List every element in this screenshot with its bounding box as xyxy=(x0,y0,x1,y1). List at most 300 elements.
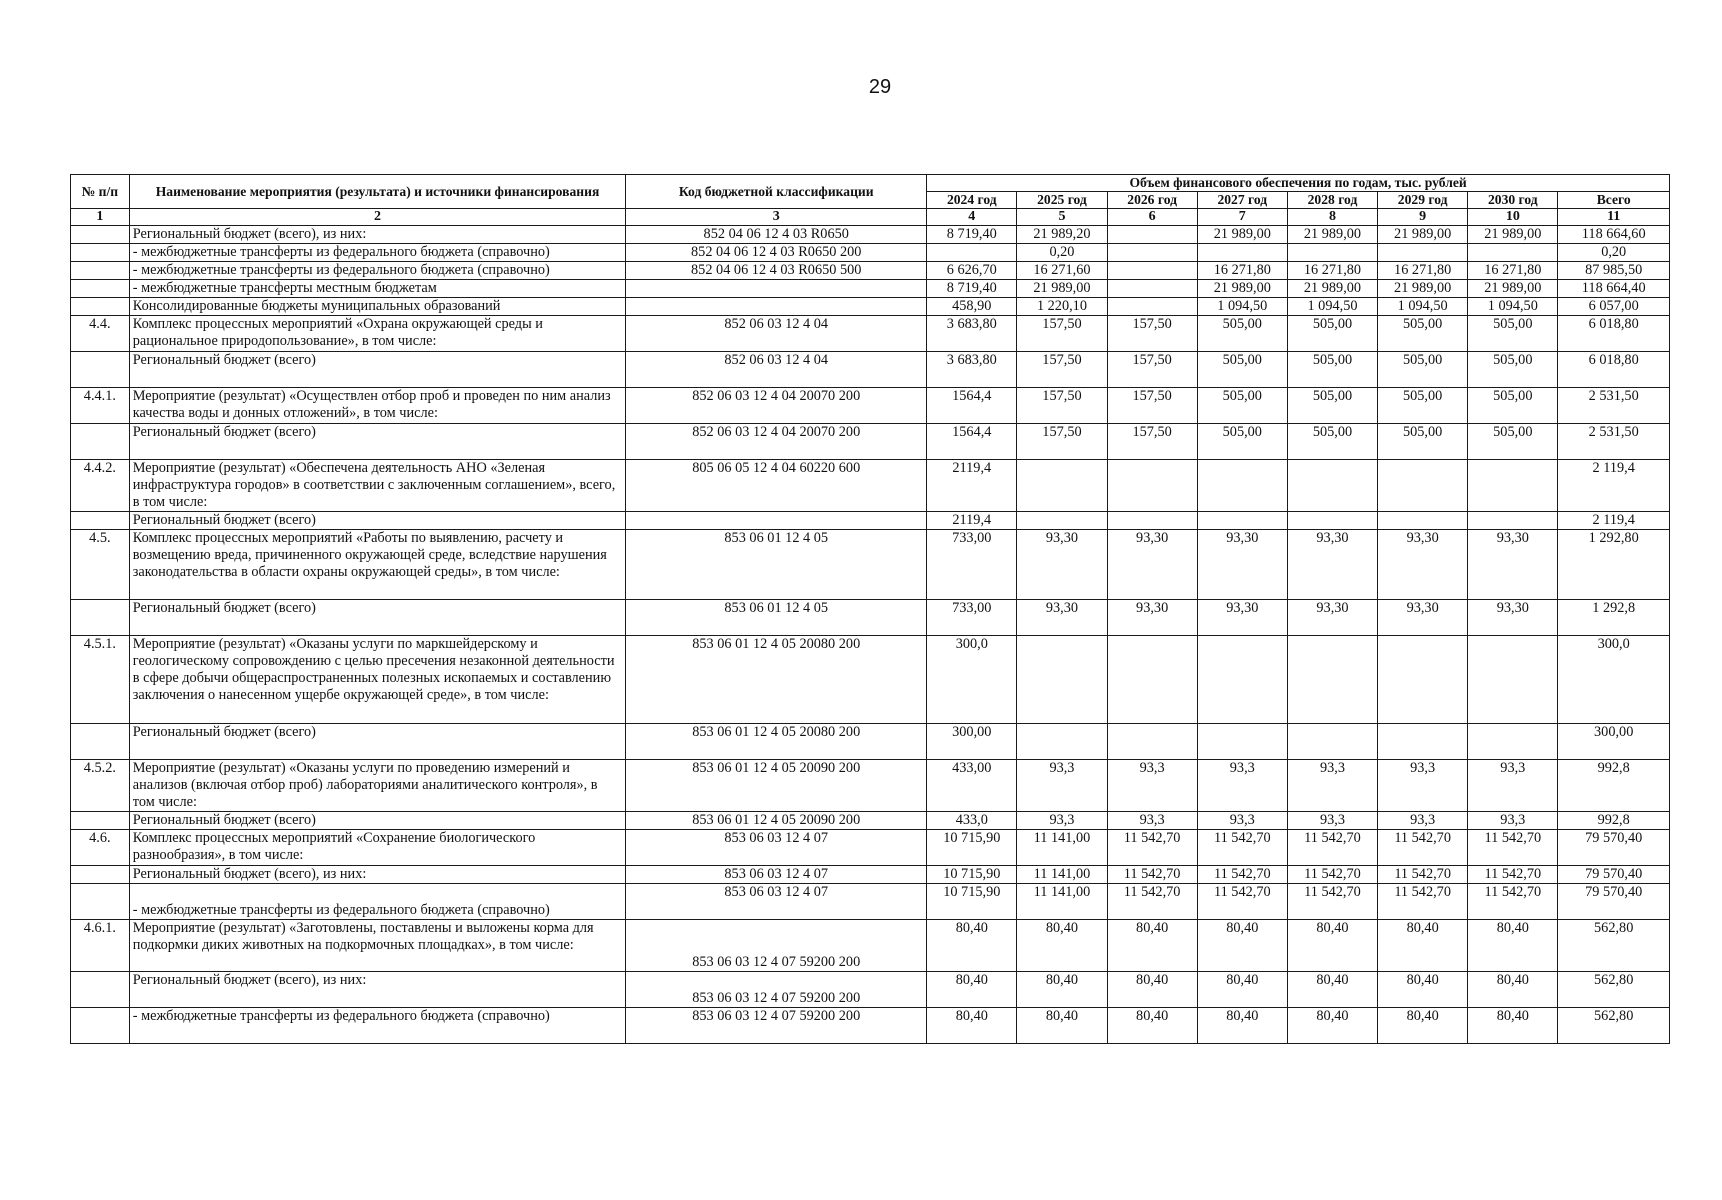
value-year: 93,30 xyxy=(1017,530,1107,600)
row-name: Региональный бюджет (всего), из них: xyxy=(129,866,626,884)
table-row xyxy=(71,920,1670,972)
value-year: 11 542,70 xyxy=(1468,830,1558,866)
value-year: 505,00 xyxy=(1287,388,1377,424)
col-index: 1 xyxy=(71,209,130,226)
value-year: 21 989,00 xyxy=(1378,280,1468,298)
value-year: 11 542,70 xyxy=(1107,866,1197,884)
row-number: 4.4.2. xyxy=(71,460,130,512)
value-year: 93,3 xyxy=(1378,812,1468,830)
value-year xyxy=(1017,460,1107,512)
value-year: 16 271,80 xyxy=(1287,262,1377,280)
value-total: 300,0 xyxy=(1558,636,1670,724)
value-year: 8 719,40 xyxy=(927,280,1017,298)
value-year: 11 542,70 xyxy=(1378,830,1468,866)
value-year: 157,50 xyxy=(1107,316,1197,352)
value-year: 80,40 xyxy=(1378,1008,1468,1044)
value-year: 93,3 xyxy=(1017,760,1107,812)
budget-code: 853 06 03 12 4 07 59200 200 xyxy=(626,920,927,972)
budget-code: 852 06 03 12 4 04 20070 200 xyxy=(626,388,927,424)
value-year: 93,30 xyxy=(1107,530,1197,600)
value-year: 16 271,80 xyxy=(1197,262,1287,280)
value-year: 458,90 xyxy=(927,298,1017,316)
value-year: 505,00 xyxy=(1468,352,1558,388)
value-year: 93,3 xyxy=(1197,760,1287,812)
row-number xyxy=(71,244,130,262)
value-year xyxy=(1197,724,1287,760)
value-year: 1 094,50 xyxy=(1287,298,1377,316)
value-year: 93,3 xyxy=(1468,760,1558,812)
budget-code: 853 06 01 12 4 05 20090 200 xyxy=(626,760,927,812)
row-name: Региональный бюджет (всего) xyxy=(129,600,626,636)
row-name: Региональный бюджет (всего) xyxy=(129,352,626,388)
value-year: 10 715,90 xyxy=(927,830,1017,866)
value-total: 79 570,40 xyxy=(1558,884,1670,920)
row-number xyxy=(71,226,130,244)
value-year: 505,00 xyxy=(1197,424,1287,460)
value-year xyxy=(1287,244,1377,262)
value-year: 11 542,70 xyxy=(1107,830,1197,866)
budget-code: 853 06 01 12 4 05 20080 200 xyxy=(626,636,927,724)
row-number xyxy=(71,724,130,760)
value-year: 21 989,00 xyxy=(1378,226,1468,244)
value-year xyxy=(1378,636,1468,724)
value-year: 93,30 xyxy=(1017,600,1107,636)
table-row xyxy=(71,280,1670,298)
header-name: Наименование мероприятия (результата) и источники финансирования xyxy=(129,175,626,209)
value-year xyxy=(1017,724,1107,760)
row-number xyxy=(71,352,130,388)
value-year: 1 094,50 xyxy=(1378,298,1468,316)
value-total: 1 292,8 xyxy=(1558,600,1670,636)
value-year: 505,00 xyxy=(1468,424,1558,460)
value-year: 157,50 xyxy=(1017,424,1107,460)
row-number xyxy=(71,866,130,884)
value-year: 93,30 xyxy=(1287,530,1377,600)
value-year: 80,40 xyxy=(1107,1008,1197,1044)
value-year xyxy=(1107,298,1197,316)
row-name: Мероприятие (результат) «Оказаны услуги по маркшейдерскому и геологическому сопровождению с целью пресечения незаконной деятельности в сфере добычи общераспространенных полезных ископаемых и составлению заключения о нанесенном ущербе окружающей среде», в том числе: xyxy=(129,636,626,724)
value-year: 11 542,70 xyxy=(1107,884,1197,920)
value-year xyxy=(927,244,1017,262)
value-year xyxy=(1197,460,1287,512)
col-index: 3 xyxy=(626,209,927,226)
row-number: 4.6.1. xyxy=(71,920,130,972)
value-year: 505,00 xyxy=(1197,352,1287,388)
row-name: - межбюджетные трансферты из федерального бюджета (справочно) xyxy=(129,1008,626,1044)
value-year: 93,3 xyxy=(1287,760,1377,812)
value-year: 3 683,80 xyxy=(927,316,1017,352)
header-volume: Объем финансового обеспечения по годам, тыс. рублей xyxy=(927,175,1670,192)
col-index: 8 xyxy=(1287,209,1377,226)
row-name: Комплекс процессных мероприятий «Сохранение биологического разнообразия», в том числе: xyxy=(129,830,626,866)
value-year: 505,00 xyxy=(1378,424,1468,460)
value-year: 80,40 xyxy=(1287,972,1377,1008)
table-row xyxy=(71,866,1670,884)
value-year: 6 626,70 xyxy=(927,262,1017,280)
value-year: 93,30 xyxy=(1468,600,1558,636)
value-total: 79 570,40 xyxy=(1558,866,1670,884)
value-year: 11 141,00 xyxy=(1017,866,1107,884)
value-year: 11 542,70 xyxy=(1197,884,1287,920)
value-year xyxy=(1107,636,1197,724)
value-year xyxy=(1378,724,1468,760)
value-year: 80,40 xyxy=(1468,920,1558,972)
value-year: 80,40 xyxy=(927,972,1017,1008)
value-year: 93,3 xyxy=(1378,760,1468,812)
budget-code: 853 06 03 12 4 07 xyxy=(626,830,927,866)
value-year: 93,30 xyxy=(1378,530,1468,600)
row-number: 4.5.1. xyxy=(71,636,130,724)
row-name: Мероприятие (результат) «Осуществлен отбор проб и проведен по ним анализ качества воды и донных отложений», в том числе: xyxy=(129,388,626,424)
header-total: Всего xyxy=(1558,192,1670,209)
value-year: 80,40 xyxy=(1468,1008,1558,1044)
row-number xyxy=(71,424,130,460)
col-index: 2 xyxy=(129,209,626,226)
value-year: 157,50 xyxy=(1017,388,1107,424)
budget-code: 853 06 03 12 4 07 59200 200 xyxy=(626,972,927,1008)
value-year: 93,3 xyxy=(1107,812,1197,830)
value-year xyxy=(1378,244,1468,262)
row-name: - межбюджетные трансферты местным бюджетам xyxy=(129,280,626,298)
table-row xyxy=(71,352,1670,388)
value-year xyxy=(1287,512,1377,530)
table-row xyxy=(71,262,1670,280)
row-name: Мероприятие (результат) «Заготовлены, поставлены и выложены корма для подкормки диких животных на подкормочных площадках», в том числе: xyxy=(129,920,626,972)
row-name: Региональный бюджет (всего) xyxy=(129,424,626,460)
value-year: 80,40 xyxy=(927,920,1017,972)
value-year: 21 989,00 xyxy=(1197,280,1287,298)
table-row xyxy=(71,388,1670,424)
value-year: 505,00 xyxy=(1468,316,1558,352)
budget-code xyxy=(626,298,927,316)
value-year: 11 542,70 xyxy=(1378,866,1468,884)
col-index: 10 xyxy=(1468,209,1558,226)
value-total: 300,00 xyxy=(1558,724,1670,760)
value-year: 505,00 xyxy=(1468,388,1558,424)
value-year: 433,0 xyxy=(927,812,1017,830)
row-name: Региональный бюджет (всего) xyxy=(129,512,626,530)
value-year: 300,00 xyxy=(927,724,1017,760)
value-year xyxy=(1107,512,1197,530)
col-index: 7 xyxy=(1197,209,1287,226)
value-year xyxy=(1107,244,1197,262)
value-year: 93,30 xyxy=(1107,600,1197,636)
budget-code: 852 06 03 12 4 04 xyxy=(626,316,927,352)
budget-code: 853 06 03 12 4 07 xyxy=(626,866,927,884)
value-total: 0,20 xyxy=(1558,244,1670,262)
value-year: 11 542,70 xyxy=(1378,884,1468,920)
value-year: 1564,4 xyxy=(927,424,1017,460)
table-row xyxy=(71,244,1670,262)
row-name: Комплекс процессных мероприятий «Охрана окружающей среды и рациональное природопользование», в том числе: xyxy=(129,316,626,352)
row-name: Региональный бюджет (всего) xyxy=(129,812,626,830)
value-total: 6 018,80 xyxy=(1558,316,1670,352)
budget-code: 852 06 03 12 4 04 20070 200 xyxy=(626,424,927,460)
page-number: 29 xyxy=(868,76,892,98)
value-year: 93,30 xyxy=(1197,600,1287,636)
budget-code: 852 04 06 12 4 03 R0650 xyxy=(626,226,927,244)
table-row xyxy=(71,424,1670,460)
value-year xyxy=(1107,262,1197,280)
value-year xyxy=(1017,512,1107,530)
value-year: 80,40 xyxy=(1017,1008,1107,1044)
value-year xyxy=(1107,280,1197,298)
value-year: 21 989,00 xyxy=(1197,226,1287,244)
value-year: 10 715,90 xyxy=(927,884,1017,920)
value-total: 2 531,50 xyxy=(1558,424,1670,460)
budget-code: 853 06 01 12 4 05 xyxy=(626,530,927,600)
table-row xyxy=(71,460,1670,512)
value-year: 93,3 xyxy=(1107,760,1197,812)
value-year xyxy=(1468,724,1558,760)
value-year xyxy=(1468,460,1558,512)
col-index: 11 xyxy=(1558,209,1670,226)
value-year: 80,40 xyxy=(1287,920,1377,972)
row-name: Региональный бюджет (всего), из них: xyxy=(129,972,626,1008)
value-year: 11 542,70 xyxy=(1197,866,1287,884)
value-total: 562,80 xyxy=(1558,972,1670,1008)
row-number: 4.6. xyxy=(71,830,130,866)
value-year: 80,40 xyxy=(1378,972,1468,1008)
value-year: 80,40 xyxy=(1017,920,1107,972)
value-year: 0,20 xyxy=(1017,244,1107,262)
value-year: 11 542,70 xyxy=(1287,866,1377,884)
row-number: 4.5.2. xyxy=(71,760,130,812)
row-number xyxy=(71,280,130,298)
value-year: 80,40 xyxy=(1197,972,1287,1008)
value-total: 562,80 xyxy=(1558,920,1670,972)
row-number: 4.4. xyxy=(71,316,130,352)
value-year: 157,50 xyxy=(1017,352,1107,388)
value-year: 11 542,70 xyxy=(1287,830,1377,866)
table-row xyxy=(71,316,1670,352)
value-year xyxy=(1468,636,1558,724)
row-number xyxy=(71,884,130,920)
budget-code xyxy=(626,512,927,530)
table-row xyxy=(71,724,1670,760)
row-number: 4.4.1. xyxy=(71,388,130,424)
value-year xyxy=(1287,460,1377,512)
value-year xyxy=(1197,636,1287,724)
value-year: 80,40 xyxy=(1287,1008,1377,1044)
value-year: 93,3 xyxy=(1287,812,1377,830)
row-number xyxy=(71,512,130,530)
value-year: 733,00 xyxy=(927,530,1017,600)
value-total: 6 057,00 xyxy=(1558,298,1670,316)
header-code: Код бюджетной классификации xyxy=(626,175,927,209)
budget-code: 852 06 03 12 4 04 xyxy=(626,352,927,388)
col-index: 4 xyxy=(927,209,1017,226)
col-index: 6 xyxy=(1107,209,1197,226)
value-year: 80,40 xyxy=(1107,972,1197,1008)
row-number xyxy=(71,600,130,636)
value-year: 93,30 xyxy=(1197,530,1287,600)
value-year xyxy=(1017,636,1107,724)
value-year: 3 683,80 xyxy=(927,352,1017,388)
value-year: 433,00 xyxy=(927,760,1017,812)
row-name: Мероприятие (результат) «Оказаны услуги по проведению измерений и анализов (включая отбор проб) лабораториями аналитического контроля», в том числе: xyxy=(129,760,626,812)
value-year: 505,00 xyxy=(1287,352,1377,388)
value-year: 80,40 xyxy=(1197,1008,1287,1044)
value-year xyxy=(1287,724,1377,760)
value-year: 505,00 xyxy=(1287,424,1377,460)
table-row xyxy=(71,830,1670,866)
budget-code: 852 04 06 12 4 03 R0650 500 xyxy=(626,262,927,280)
value-year: 21 989,00 xyxy=(1017,280,1107,298)
row-number: 4.5. xyxy=(71,530,130,600)
value-year: 8 719,40 xyxy=(927,226,1017,244)
table-row xyxy=(71,1008,1670,1044)
value-year xyxy=(1107,460,1197,512)
value-year: 10 715,90 xyxy=(927,866,1017,884)
value-year: 16 271,80 xyxy=(1468,262,1558,280)
header-year: 2029 год xyxy=(1378,192,1468,209)
header-year: 2030 год xyxy=(1468,192,1558,209)
value-year: 505,00 xyxy=(1287,316,1377,352)
value-total: 992,8 xyxy=(1558,812,1670,830)
row-number xyxy=(71,298,130,316)
row-name: - межбюджетные трансферты из федерального бюджета (справочно) xyxy=(129,244,626,262)
header-year: 2028 год xyxy=(1287,192,1377,209)
row-number xyxy=(71,1008,130,1044)
value-year: 16 271,80 xyxy=(1378,262,1468,280)
value-year: 93,30 xyxy=(1468,530,1558,600)
value-year: 93,3 xyxy=(1017,812,1107,830)
header-year: 2027 год xyxy=(1197,192,1287,209)
row-name: Мероприятие (результат) «Обеспечена деятельность АНО «Зеленая инфраструктура городов» в соответствии с заключенным соглашением», всего, в том числе: xyxy=(129,460,626,512)
row-number xyxy=(71,972,130,1008)
table-row xyxy=(71,636,1670,724)
value-year: 300,0 xyxy=(927,636,1017,724)
value-year: 80,40 xyxy=(1197,920,1287,972)
value-year: 157,50 xyxy=(1017,316,1107,352)
value-year: 11 542,70 xyxy=(1287,884,1377,920)
row-name: - межбюджетные трансферты из федерального бюджета (справочно) xyxy=(129,262,626,280)
budget-code: 853 06 01 12 4 05 xyxy=(626,600,927,636)
budget-code: 853 06 03 12 4 07 xyxy=(626,884,927,920)
value-year: 11 542,70 xyxy=(1468,866,1558,884)
budget-code xyxy=(626,280,927,298)
value-total: 2 531,50 xyxy=(1558,388,1670,424)
value-year xyxy=(1197,512,1287,530)
value-year: 93,30 xyxy=(1378,600,1468,636)
row-name: - межбюджетные трансферты из федерального бюджета (справочно) xyxy=(129,884,626,920)
table-row xyxy=(71,972,1670,1008)
value-year: 11 542,70 xyxy=(1468,884,1558,920)
value-year: 21 989,00 xyxy=(1287,226,1377,244)
value-year xyxy=(1197,244,1287,262)
value-year: 733,00 xyxy=(927,600,1017,636)
value-year xyxy=(1378,512,1468,530)
row-name: Комплекс процессных мероприятий «Работы по выявлению, расчету и возмещению вреда, причиненного окружающей среде, вследствие нарушения законодательства в области охраны окружающей среды», в том числе: xyxy=(129,530,626,600)
value-year: 1564,4 xyxy=(927,388,1017,424)
value-year: 505,00 xyxy=(1378,352,1468,388)
table-row xyxy=(71,600,1670,636)
value-year: 505,00 xyxy=(1378,316,1468,352)
budget-code: 852 04 06 12 4 03 R0650 200 xyxy=(626,244,927,262)
row-number xyxy=(71,262,130,280)
row-name: Региональный бюджет (всего), из них: xyxy=(129,226,626,244)
value-year: 2119,4 xyxy=(927,460,1017,512)
value-year: 2119,4 xyxy=(927,512,1017,530)
value-year xyxy=(1378,460,1468,512)
value-total: 1 292,80 xyxy=(1558,530,1670,600)
value-year: 11 542,70 xyxy=(1197,830,1287,866)
value-year: 16 271,60 xyxy=(1017,262,1107,280)
table-body xyxy=(71,226,1670,1044)
value-year: 21 989,00 xyxy=(1468,226,1558,244)
col-index: 9 xyxy=(1378,209,1468,226)
value-year: 11 141,00 xyxy=(1017,884,1107,920)
value-year: 1 094,50 xyxy=(1197,298,1287,316)
value-total: 6 018,80 xyxy=(1558,352,1670,388)
value-year: 21 989,00 xyxy=(1468,280,1558,298)
value-total: 118 664,60 xyxy=(1558,226,1670,244)
value-year: 80,40 xyxy=(927,1008,1017,1044)
row-number xyxy=(71,812,130,830)
col-index: 5 xyxy=(1017,209,1107,226)
value-total: 2 119,4 xyxy=(1558,512,1670,530)
table-row xyxy=(71,530,1670,600)
value-year: 505,00 xyxy=(1197,316,1287,352)
value-year: 157,50 xyxy=(1107,388,1197,424)
value-year xyxy=(1107,226,1197,244)
header-num: № п/п xyxy=(71,175,130,209)
table-row xyxy=(71,884,1670,920)
value-year: 505,00 xyxy=(1378,388,1468,424)
value-year: 80,40 xyxy=(1017,972,1107,1008)
table-row xyxy=(71,298,1670,316)
header-year: 2025 год xyxy=(1017,192,1107,209)
value-total: 562,80 xyxy=(1558,1008,1670,1044)
value-year: 80,40 xyxy=(1107,920,1197,972)
value-year: 157,50 xyxy=(1107,352,1197,388)
value-year: 21 989,20 xyxy=(1017,226,1107,244)
row-name: Консолидированные бюджеты муниципальных образований xyxy=(129,298,626,316)
header-year: 2024 год xyxy=(927,192,1017,209)
value-year xyxy=(1468,512,1558,530)
value-total: 87 985,50 xyxy=(1558,262,1670,280)
value-year: 505,00 xyxy=(1197,388,1287,424)
value-year: 11 141,00 xyxy=(1017,830,1107,866)
value-year: 1 094,50 xyxy=(1468,298,1558,316)
value-total: 992,8 xyxy=(1558,760,1670,812)
value-year: 80,40 xyxy=(1468,972,1558,1008)
value-year xyxy=(1468,244,1558,262)
budget-code: 853 06 03 12 4 07 59200 200 xyxy=(626,1008,927,1044)
table-row xyxy=(71,512,1670,530)
budget-code: 805 06 05 12 4 04 60220 600 xyxy=(626,460,927,512)
value-year: 80,40 xyxy=(1378,920,1468,972)
value-year: 1 220,10 xyxy=(1017,298,1107,316)
table-row xyxy=(71,226,1670,244)
value-total: 2 119,4 xyxy=(1558,460,1670,512)
table-row xyxy=(71,760,1670,812)
header-year: 2026 год xyxy=(1107,192,1197,209)
value-year xyxy=(1287,636,1377,724)
budget-code: 853 06 01 12 4 05 20090 200 xyxy=(626,812,927,830)
value-year: 93,30 xyxy=(1287,600,1377,636)
table-row xyxy=(71,812,1670,830)
value-year xyxy=(1107,724,1197,760)
budget-code: 853 06 01 12 4 05 20080 200 xyxy=(626,724,927,760)
value-year: 157,50 xyxy=(1107,424,1197,460)
value-year: 21 989,00 xyxy=(1287,280,1377,298)
row-name: Региональный бюджет (всего) xyxy=(129,724,626,760)
budget-table xyxy=(70,174,1670,1044)
value-year: 93,3 xyxy=(1197,812,1287,830)
value-total: 118 664,40 xyxy=(1558,280,1670,298)
